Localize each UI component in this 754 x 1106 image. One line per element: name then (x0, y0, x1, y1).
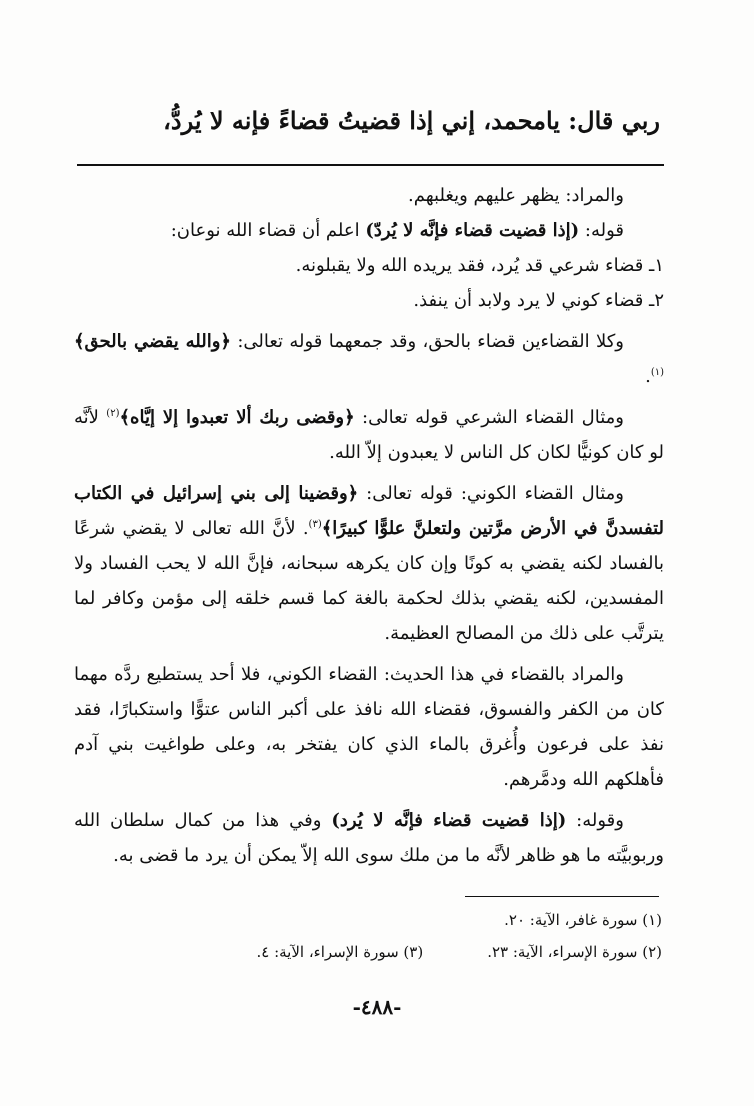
quran-quote: ﴿والله يقضي بالحق﴾ (74, 331, 231, 352)
paragraph-tail: لأنَّه لو كان كونيًّا لكان كل الناس لا يعبدون إلاّ الله. (74, 407, 664, 463)
footnote-1: (١) سورة غافر، الآية: ٢٠. (504, 911, 662, 929)
hadith-quote: (إذا قضيت قضاء فإنَّه لا يُردّ) (365, 220, 580, 241)
list-item-universal-decree: ٢ـ قضاء كوني لا يرد ولابد أن ينفذ. (413, 290, 664, 311)
quran-quote: ﴿وقضى ربك ألا تعبدوا إلا إيَّاه﴾ (119, 407, 355, 428)
paragraph-tail: اعلم أن قضاء الله نوعان: (170, 220, 366, 241)
list-item-legal-decree: ١ـ قضاء شرعي قد يُرد، فقد يريده الله ولا يقبلونه. (295, 255, 664, 276)
paragraph-tail: . لأنَّ الله تعالى لا يقضي شرعًا بالفساد لكنه يقضي به كونًا وإن كان يكرهه سبحانه، فإنَّ الله لا يحب الفساد ولا المفسدين، لكنه يقضي بذلك لحكمة بالغة كما قسم خلقه إلى مؤمن وكافر لما يترتَّب على ذلك من المصالح العظيمة. (74, 518, 664, 644)
paragraph-meaning: والمراد: يظهر عليهم ويغلبهم. (408, 185, 624, 206)
commentary-body (74, 178, 664, 873)
paragraph-both-decrees (74, 324, 664, 394)
footnotes (90, 904, 662, 968)
paragraph-sovereignty (74, 803, 664, 873)
paragraph-lead: قوله: (579, 220, 624, 241)
page-number: -٤٨٨- (352, 995, 402, 1019)
footnote-row (90, 936, 662, 968)
paragraph-two-types (74, 213, 664, 248)
paragraph-universal-example (74, 476, 664, 651)
paragraph-lead: ومثال القضاء الشرعي قوله تعالى: (354, 407, 624, 428)
footnote-ref: (٢) (106, 408, 120, 419)
paragraph-lead: ومثال القضاء الكوني: قوله تعالى: (358, 483, 624, 504)
footnote-divider (465, 896, 659, 897)
quran-quote: ﴿وقضينا إلى بني إسرائيل في الكتاب لتفسدنَّ في الأرض مرَّتين ولتعلنَّ علوًّا كبيرًا﴾ (74, 483, 664, 539)
footnote-2: (٢) سورة الإسراء، الآية: ٢٣. (487, 943, 662, 961)
hadith-quote: (إذا قضيت قضاء فإنَّه لا يُرد) (331, 810, 567, 831)
header-divider (77, 164, 664, 166)
paragraph-lead: وقوله: (566, 810, 624, 831)
paragraph-hadith-meaning: والمراد بالقضاء في هذا الحديث: القضاء الكوني، فلا أحد يستطيع ردَّه مهما كان من الكفر والفسوق، فقضاء الله نافذ على أكبر الناس عتوًّا واستكبارًا، فقد نفذ على فرعون وأُغرق بالماء الذي كان يفتخر به، وعلى طواغيت بني آدم فأهلكهم الله ودمَّرهم. (74, 664, 664, 790)
paragraph-legal-example (74, 400, 664, 470)
footnote-3: (٣) سورة الإسراء، الآية: ٤. (256, 943, 424, 961)
footnote-ref: (٣) (308, 519, 322, 530)
footnote-ref: (١) (650, 367, 664, 378)
paragraph-tail: وفي هذا من كمال سلطان الله وربوبيَّته ما هو ظاهر لأنَّه ما من ملك سوى الله إلاّ يمكن أن يرد ما قضى به. (74, 810, 664, 866)
hadith-header: ربي قال: يامحمد، إني إذا قضيتُ قضاءً فإنه لا يُردُّ، (163, 106, 660, 135)
paragraph-tail: . (645, 366, 651, 387)
paragraph-lead: وكلا القضاءين قضاء بالحق، وقد جمعهما قوله تعالى: (230, 331, 624, 352)
